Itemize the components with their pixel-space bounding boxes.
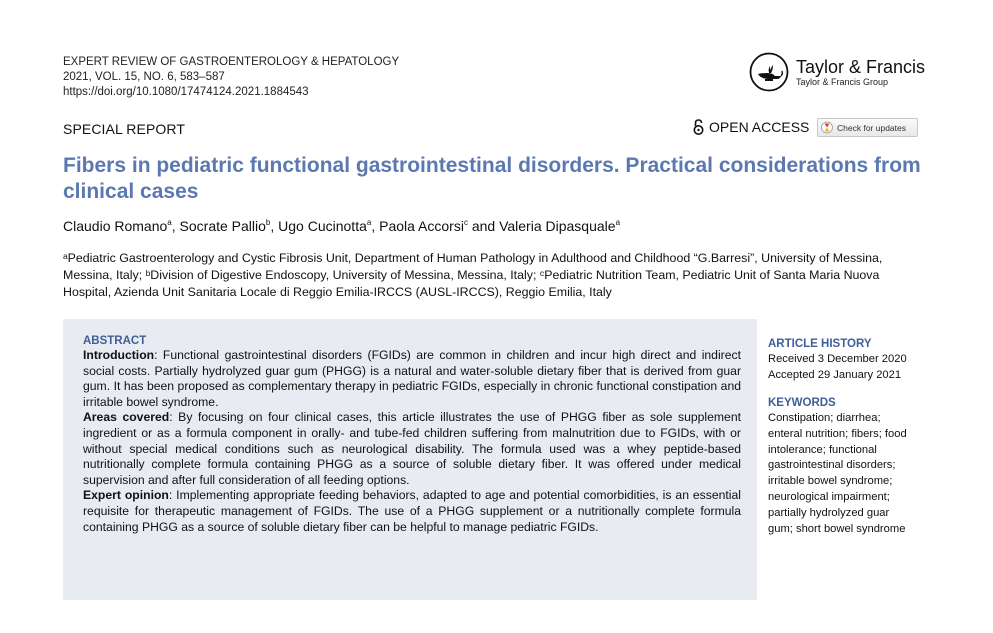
abstract-section xyxy=(83,488,741,535)
abstract-section xyxy=(83,348,741,410)
author-affiliation-mark: b xyxy=(265,218,271,227)
article-type: SPECIAL REPORT xyxy=(63,121,185,137)
author-affiliation-mark: a xyxy=(366,218,372,227)
open-lock-icon xyxy=(693,119,704,135)
publisher-group: Taylor & Francis Group xyxy=(796,76,889,87)
publisher-logo xyxy=(749,52,925,92)
author-separator: and xyxy=(467,218,500,234)
journal-doi-link[interactable]: https://doi.org/10.1080/17474124.2021.1884543 xyxy=(63,86,309,98)
author-name[interactable]: Valeria Dipasquale xyxy=(499,218,616,234)
crossmark-icon xyxy=(821,121,833,134)
keyword-line: partially hydrolyzed guar xyxy=(768,506,890,519)
keyword-line: gastrointestinal disorders; xyxy=(768,459,896,472)
abstract-section-label: Introduction xyxy=(83,348,155,362)
keyword-line: irritable bowel syndrome; xyxy=(768,475,893,488)
abstract-section-text: : By focusing on four clinical cases, this article illustrates the use of PHGG fiber as sole supplement ingredient or as a formula component in orally- and tube-fed children suffering from malnutrition due to FGIDs, with or without special medical conditions such as neurological disability. The formula used was a whey peptide-based nutritionally complete formula containing PHGG as a source of soluble dietary fiber. It was offered under medical supervision and after full consideration of all feeding options. xyxy=(83,410,742,487)
keywords-heading: KEYWORDS xyxy=(768,397,836,409)
author-name[interactable]: Paola Accorsi xyxy=(379,218,464,234)
journal-header xyxy=(63,55,399,100)
open-access-badge xyxy=(693,119,809,135)
keywords xyxy=(768,396,907,537)
journal-citation: 2021, VOL. 15, NO. 6, 583–587 xyxy=(63,71,225,83)
keyword-line: enteral nutrition; fibers; food xyxy=(768,427,907,440)
author-separator: , xyxy=(371,218,380,234)
article-history xyxy=(768,337,907,384)
abstract-section-label: Areas covered xyxy=(83,410,170,425)
author-name[interactable]: Ugo Cucinotta xyxy=(278,218,367,234)
abstract-heading: ABSTRACT xyxy=(83,335,147,347)
abstract-section xyxy=(83,410,741,488)
abstract-section-text: : Functional gastrointestinal disorders (FGIDs) are common in children and incur high direct and indirect social costs. Partially hydrolyzed guar gum (PHGG) is a natural and water-soluble dietary fiber that is derived from guar gum. It has been proposed as complementary therapy in pediatric FGIDs, especially in chronic functional constipation and irritable bowel syndrome. xyxy=(83,348,741,409)
keyword-line: gum; short bowel syndrome xyxy=(768,522,906,535)
author-separator: , xyxy=(171,218,180,234)
article-title: Fibers in pediatric functional gastrointestinal disorders. Practical considerations from clinical cases xyxy=(63,154,921,203)
author-affiliation-mark: c xyxy=(463,218,468,227)
accepted-date: Accepted 29 January 2021 xyxy=(768,368,902,381)
abstract-section-label: Expert opinion xyxy=(83,488,169,503)
abstract-section-text: : Implementing appropriate feeding behaviors, adapted to age and potential comorbidities, is an essential requisite for therapeutic management of FGIDs. The use of a PHGG supplement or a nutritionally complete formula containing PHGG as a source of soluble dietary fiber can be helpful to manage pediatric FGIDs. xyxy=(83,488,742,534)
publisher-name: Taylor & Francis xyxy=(796,56,926,77)
open-access-label: OPEN ACCESS xyxy=(709,119,810,135)
affiliations: ᵃPediatric Gastroenterology and Cystic Fibrosis Unit, Department of Human Pathology in Adulthood and Childhood “G.Barresi”, University of Messina, Messina, Italy; ᵇDivision of Digestive Endoscopy, University of Messina, Messina, Italy; ᶜPediatric Nutrition Team, Pediatric Unit of Santa Maria Nuova Hospital, Azienda Unit Sanitaria Locale di Reggio Emilia-IRCCS (AUSL-IRCCS), Reggio Emilia, Italy xyxy=(63,251,883,299)
author-affiliation-mark: a xyxy=(615,218,621,227)
article-history-heading: ARTICLE HISTORY xyxy=(768,338,872,350)
journal-name: EXPERT REVIEW OF GASTROENTEROLOGY & HEPATOLOGY xyxy=(63,56,400,68)
author-name[interactable]: Socrate Pallio xyxy=(179,218,266,234)
lamp-logo-icon xyxy=(749,52,789,92)
author-separator: , xyxy=(270,218,279,234)
check-for-updates-label: Check for updates xyxy=(837,122,906,133)
keyword-line: intolerance; functional xyxy=(768,443,877,456)
abstract-box xyxy=(63,319,757,600)
keyword-line: neurological impairment; xyxy=(768,490,890,503)
received-date: Received 3 December 2020 xyxy=(768,353,907,365)
keyword-line: Constipation; diarrhea; xyxy=(768,412,881,424)
author-name[interactable]: Claudio Romano xyxy=(63,218,168,234)
author-affiliation-mark: a xyxy=(167,218,172,227)
author-list xyxy=(63,218,620,234)
check-for-updates-button[interactable] xyxy=(817,118,918,137)
